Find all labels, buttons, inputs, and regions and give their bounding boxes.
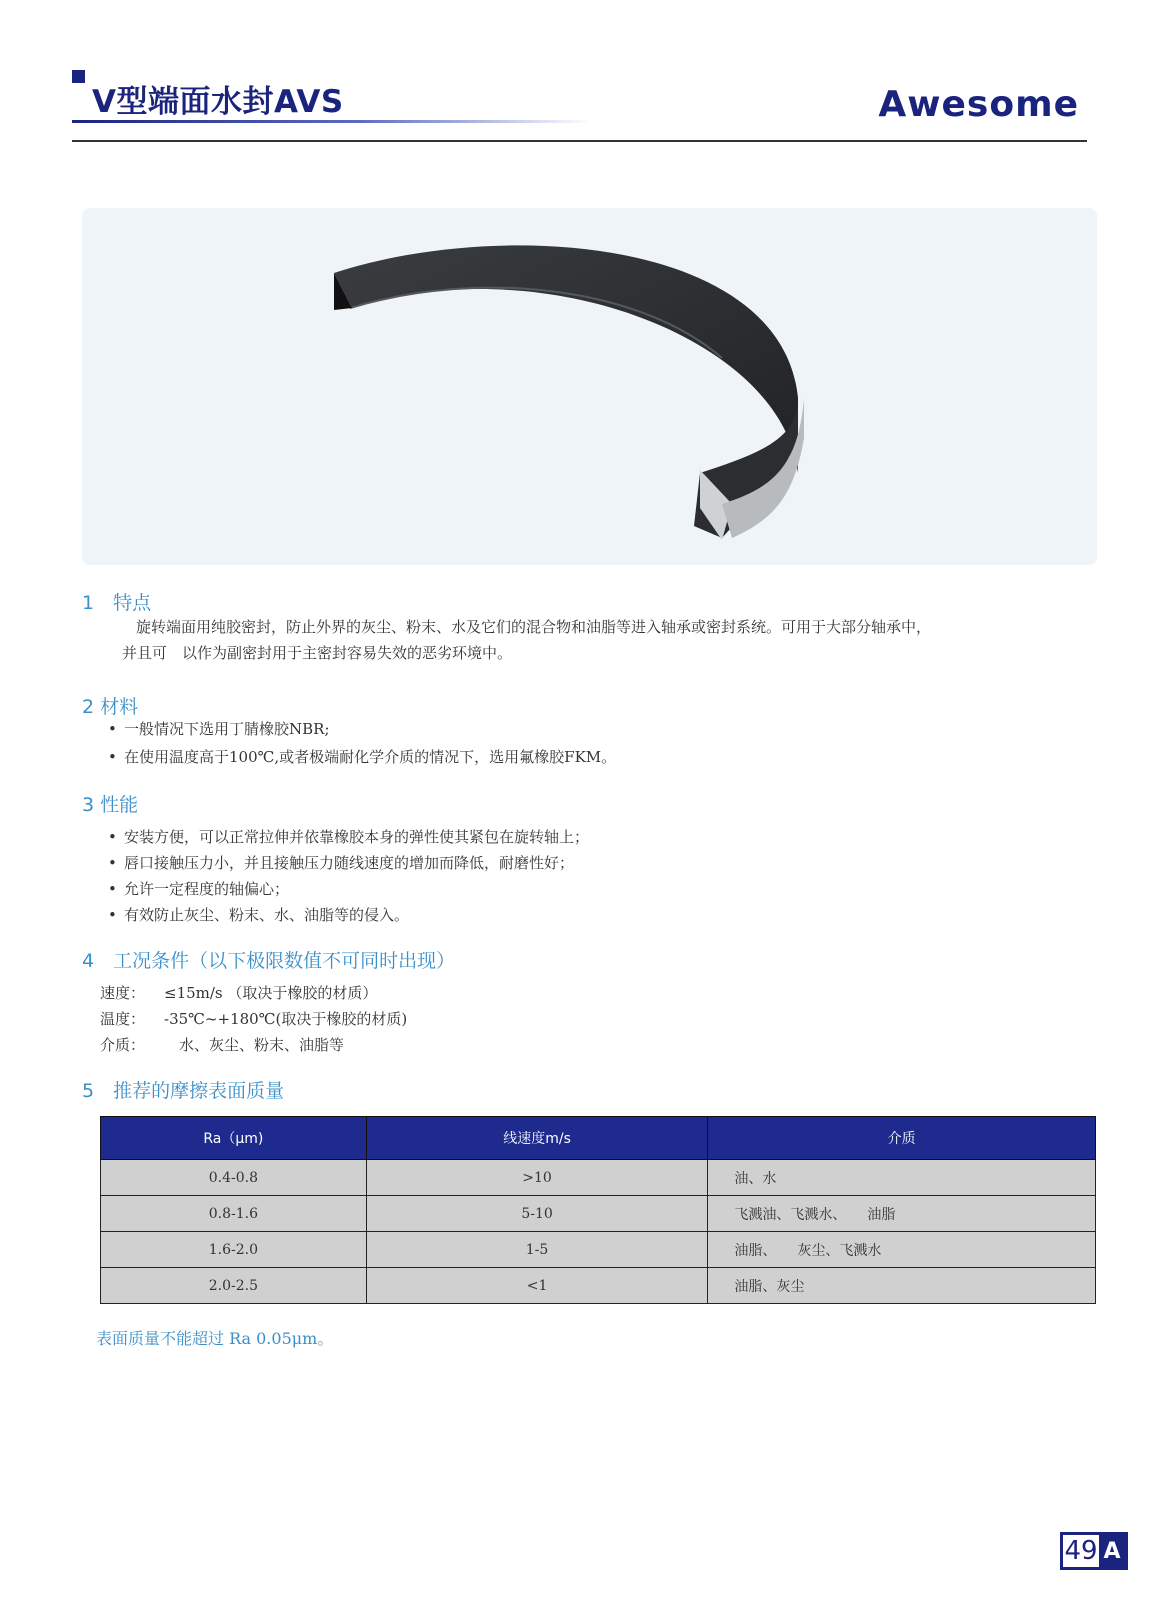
list-item: • 允许一定程度的轴偏心；	[108, 880, 290, 898]
section-heading-surface-quality: 5 推荐的摩擦表面质量	[82, 1080, 285, 1102]
condition-medium: 介质： 水、灰尘、粉末、油脂等	[100, 1036, 345, 1054]
features-text-line2: 并且可 以作为副密封用于主密封容易失效的恶劣环境中。	[122, 644, 513, 662]
section-heading-performance: 3 性能	[82, 794, 139, 816]
list-item: • 安装方便，可以正常拉伸并依靠橡胶本身的弹性使其紧包在旋转轴上；	[108, 828, 590, 846]
column-header-speed: 线速度m/s	[366, 1117, 708, 1160]
page-number-badge	[1060, 1532, 1128, 1570]
table-header-row	[101, 1117, 1096, 1160]
cell-speed: >10	[366, 1160, 708, 1196]
cell-speed: 5-10	[366, 1196, 708, 1232]
table-row	[101, 1196, 1096, 1232]
cell-speed: <1	[366, 1268, 708, 1304]
cell-ra: 1.6-2.0	[101, 1232, 367, 1268]
title-underline	[72, 120, 592, 123]
product-photo	[82, 208, 1097, 565]
list-item: • 有效防止灰尘、粉末、水、油脂等的侵入。	[108, 906, 410, 924]
surface-quality-table	[100, 1116, 1096, 1304]
v-ring-seal-image	[82, 208, 1097, 565]
header-rule	[72, 140, 1087, 142]
list-item: • 在使用温度高于100℃,或者极端耐化学介质的情况下，选用氟橡胶FKM。	[108, 748, 617, 766]
cell-ra: 0.4-0.8	[101, 1160, 367, 1196]
condition-temperature: 温度： -35℃~+180℃(取决于橡胶的材质)	[100, 1010, 408, 1028]
condition-speed: 速度： ≤15m/s （取决于橡胶的材质）	[100, 984, 378, 1002]
cell-medium: 油脂、灰尘	[708, 1268, 1096, 1304]
cell-speed: 1-5	[366, 1232, 708, 1268]
page-mark: A	[1099, 1535, 1125, 1567]
list-item: • 一般情况下选用丁腈橡胶NBR;	[108, 720, 330, 738]
table-row	[101, 1232, 1096, 1268]
table-row	[101, 1268, 1096, 1304]
header-square-mark	[72, 70, 85, 83]
section-heading-features: 1 特点	[82, 592, 152, 614]
cell-ra: 0.8-1.6	[101, 1196, 367, 1232]
brand-logo: Awesome	[878, 84, 1079, 125]
list-item: • 唇口接触压力小，并且接触压力随线速度的增加而降低，耐磨性好；	[108, 854, 575, 872]
table-row	[101, 1160, 1096, 1196]
surface-quality-note: 表面质量不能超过 Ra 0.05μm。	[96, 1329, 334, 1348]
section-heading-conditions: 4 工况条件（以下极限数值不可同时出现）	[82, 950, 456, 972]
cell-medium: 飞溅油、飞溅水、 油脂	[708, 1196, 1096, 1232]
page-title: V型端面水封AVS	[92, 84, 344, 120]
column-header-ra: Ra（μm)	[101, 1117, 367, 1160]
features-text-line1: 旋转端面用纯胶密封，防止外界的灰尘、粉末、水及它们的混合物和油脂等进入轴承或密封系统。可用于大部分轴承中，	[136, 618, 932, 636]
column-header-medium: 介质	[708, 1117, 1096, 1160]
section-heading-materials: 2 材料	[82, 696, 139, 718]
cell-ra: 2.0-2.5	[101, 1268, 367, 1304]
cell-medium: 油、水	[708, 1160, 1096, 1196]
page-number: 49	[1064, 1536, 1098, 1566]
cell-medium: 油脂、 灰尘、飞溅水	[708, 1232, 1096, 1268]
